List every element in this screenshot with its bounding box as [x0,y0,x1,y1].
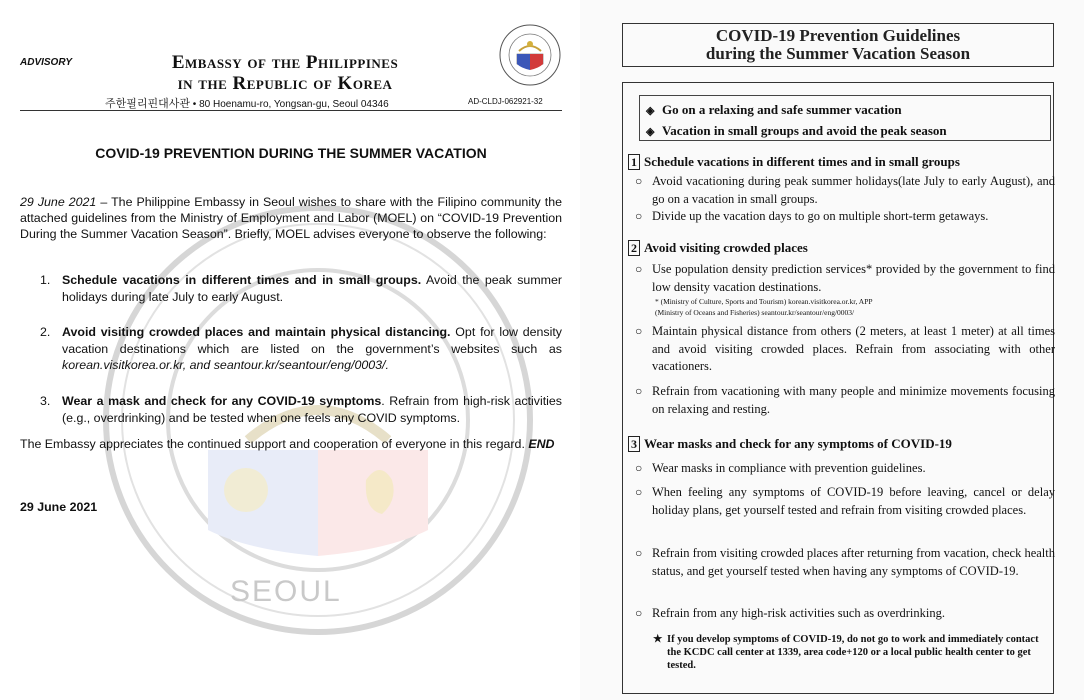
footnote: * (Ministry of Culture, Sports and Tourism) korean.visitkorea.or.kr, APP [655,297,873,306]
reference-code: AD-CLDJ-062921-32 [468,97,543,106]
guideline-item: ○ Refrain from visiting crowded places after returning from vacation, check health status, and get yourself tested when having any symptoms of COVID-19. [635,546,1055,578]
embassy-seal-logo [499,24,561,86]
circle-bullet-icon: ○ [635,174,643,188]
section-number-icon: 2 [628,240,640,256]
intro-date: 29 June 2021 [20,195,97,209]
summary-item: ◈ Go on a relaxing and safe summer vacation [646,100,1044,121]
guidelines-title-box [622,23,1054,67]
footnote: (Ministry of Oceans and Fisheries) seantour.kr/seantour/eng/0003/ [655,308,855,317]
guidelines-page [580,0,1084,700]
embassy-address [105,95,389,111]
guidelines-title-line2: during the Summer Vacation Season [705,44,971,63]
advisory-label: ADVISORY [20,57,73,68]
guideline-item: ○ Avoid vacationing during peak summer holidays(late July to early August), and go on a vacation in small groups. [635,174,1055,206]
header-divider [20,110,562,111]
diamond-bullet-icon: ◈ [646,126,655,138]
list-item-text: . Refrain from high-risk activities (e.g., overdrinking) and be tested when one feels any COVID symptoms. [62,394,562,425]
embassy-name-line1: Embassy of the Philippines [171,52,399,73]
watermark-seoul: SEOUL [230,575,342,608]
guideline-item: ○ Refrain from vacationing with many people and minimize movements focusing on relaxing and resting. [635,384,1055,416]
list-item [40,324,562,374]
circle-bullet-icon: ○ [635,546,643,560]
guideline-item: ○ Maintain physical distance from others (2 meters, at least 1 meter) at all times and avoid visiting crowded places. Refrain from associating with other vacationers. [635,324,1055,373]
embassy-name-line2: in the Republic of Korea [177,73,393,94]
list-item-heading: Wear a mask and check for any COVID-19 symptoms [62,394,382,408]
circle-bullet-icon: ○ [635,324,643,338]
summary-box [639,95,1051,141]
document-date: 29 June 2021 [20,500,98,514]
embassy-name [120,52,450,94]
list-number: 3. [40,394,51,408]
section-heading: 1 Schedule vacations in different times and in small groups [628,154,1048,170]
document-title: COVID-19 PREVENTION DURING THE SUMMER VACATION [95,145,487,161]
section-number-icon: 1 [628,154,640,170]
list-item-heading: Schedule vacations in different times and in small groups. [62,273,422,287]
list-item-heading: Avoid visiting crowded places and maintain physical distancing. [62,325,451,339]
list-item-websites: korean.visitkorea.or.kr, and seantour.kr/seantour/eng/0003/. [62,358,389,372]
guideline-item: ○ Use population density prediction services* provided by the government to find low density vacation destinations. [635,262,1055,294]
list-number: 1. [40,273,51,287]
contact-note: ★ If you develop symptoms of COVID-19, do not go to work and immediately contact the KCDC call center at 1339, area code+120 or a local public health center to get tested. [653,634,1039,671]
list-number: 2. [40,325,51,339]
circle-bullet-icon: ○ [635,209,643,223]
guidelines-body [622,82,1054,694]
list-item [40,393,562,426]
list-item-text: Avoid the peak summer holidays during late July to early August. [62,273,562,304]
section-heading: 3 Wear masks and check for any symptoms of COVID-19 [628,436,1048,452]
closing-paragraph [20,436,562,452]
guideline-item: ○ When feeling any symptoms of COVID-19 before leaving, cancel or delay holiday plans, get yourself tested and refrain from visiting crowded places. [635,485,1055,517]
circle-bullet-icon: ○ [635,606,643,620]
guidelines-title-line1: COVID-19 Prevention Guidelines [715,26,961,45]
end-marker: END [528,437,555,451]
summary-item: ◈ Vacation in small groups and avoid the peak season [646,121,1044,142]
list-item-text: Opt for low density vacation destinations which are listed on the government’s websites such as [62,325,562,356]
list-item [40,272,562,305]
korean-name: 주한필리핀대사관 [105,97,191,110]
circle-bullet-icon: ○ [635,262,643,276]
star-icon: ★ [653,634,663,645]
intro-paragraph [20,194,562,242]
guideline-item: ○ Divide up the vacation days to go on multiple short-term getaways. [635,208,1055,226]
address-text: • 80 Hoenamu-ro, Yongsan-gu, Seoul 04346 [192,99,389,110]
section-number-icon: 3 [628,436,640,452]
guideline-item: ○ Wear masks in compliance with prevention guidelines. [635,460,1055,478]
circle-bullet-icon: ○ [635,461,643,475]
diamond-bullet-icon: ◈ [646,105,655,117]
guideline-item: ○ Refrain from any high-risk activities such as overdrinking. [635,605,1055,623]
section-heading: 2 Avoid visiting crowded places [628,240,1048,256]
intro-text: – The Philippine Embassy in Seoul wishes to share with the Filipino community the attached guidelines from the Ministry of Employment and Labor (MOEL) on “COVID-19 Prevention During the Summer Vacation Season”. Briefly, MOEL advises everyone to observe the following: [20,195,562,241]
circle-bullet-icon: ○ [635,384,643,398]
circle-bullet-icon: ○ [635,485,643,499]
closing-text: The Embassy appreciates the continued support and cooperation of everyone in this regard. [20,437,529,451]
